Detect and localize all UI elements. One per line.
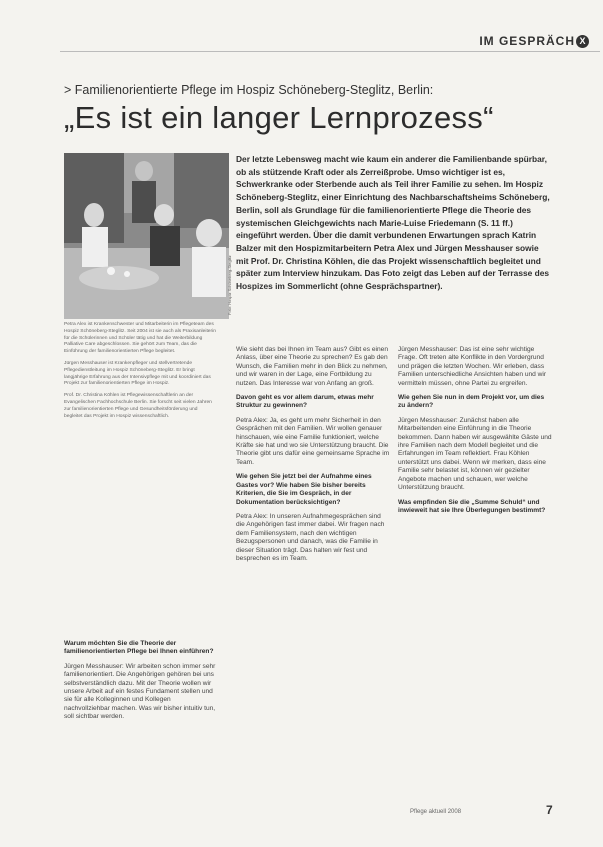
interview-question: Wie gehen Sie nun in dem Projekt vor, um dies zu ändern?	[398, 394, 545, 410]
interview-answer: Petra Alex: Ja, es geht um mehr Sicherheit in den Gesprächen mit den Familien. Wir wollen genauer hinschauen, wie eine Familie funktioniert, welche Kräfte sie hat und wo sie Unterstützung braucht. Die Theorie gibt uns dafür eine gemeinsame Sprache im Team.	[236, 416, 390, 466]
interview-column-right	[398, 346, 552, 521]
article-headline: „Es ist ein langer Lernprozess“	[64, 100, 494, 135]
interview-answer: Wie sieht das bei Ihnen im Team aus? Gibt es einen Anlass, über eine Theorie zu sprechen? Es gab den Wunsch, die Familien mehr in den Blick zu nehmen, und wir waren in der Lage, eine Fortbildung zu nutzen. Das Interesse war von Anfang an groß.	[236, 346, 388, 387]
photo-credit: Foto: Hospiz Schöneberg-Steglitz	[227, 255, 232, 315]
interview-column-middle	[236, 346, 390, 569]
article-kicker: > Familienorientierte Pflege im Hospiz Schöneberg-Steglitz, Berlin:	[64, 83, 434, 97]
article-intro: Der letzte Lebensweg macht wie kaum ein anderer die Familienbande spürbar, ob als stützende Kraft oder als Zerreißprobe. Umso wichtiger ist es, Schwerkranke oder Sterbende auch als Teil ihrer Familie zu sehen. Im Hospiz Schöneberg-Steglitz, einer Einrichtung des Nachbarschaftsheims Schöneberg, Berlin, soll als Grundlage für die familienorientierte Pflege die Theorie des systemischen Gleichgewichts nach Marie-Luise Friedemann (S. 11 ff.) eingeführt werden. Über die damit verbundenen Erwartungen sprach Katrin Balzer mit den Hospizmitarbeitern Petra Alex und Jürgen Messhauser sowie mit Prof. Dr. Christina Köhlen, die das Projekt wissenschaftlich begleitet und später zum Interview hinzukam. Das Foto zeigt das Leben auf der Terrasse des Hospizes im Sommerlicht (ohne Gesprächspartner).	[236, 154, 550, 292]
interview-answer: Jürgen Messhauser: Wir arbeiten schon immer sehr familienorientiert. Die Angehörigen gehören bei uns selbstverständlich dazu. Mit der Theorie wollen wir unsere Arbeit auf ein festes Fundament stellen und sie für alle Kolleginnen und Kollegen nachvollziehbar machen. Was wir bisher intuitiv tun, soll sichtbar werden.	[64, 662, 216, 721]
interview-question: Davon geht es vor allem darum, etwas mehr Struktur zu gewinnen?	[236, 394, 374, 410]
interview-column-left	[64, 640, 218, 728]
interview-question: Warum möchten Sie die Theorie der familienorientierten Pflege bei Ihnen einführen?	[64, 640, 214, 656]
sidebar-bios	[64, 322, 217, 425]
bio-christina-koehlen: Prof. Dr. Christina Köhlen ist Pflegewissenschaftlerin an der Evangelischen Fachhochschule Berlin. Sie forscht seit vielen Jahren zur familienorientierten Pflege und Gesundheitsförderung und begleitet das Projekt im Hospiz wissenschaftlich.	[64, 393, 212, 419]
interview-answer: Jürgen Messhauser: Das ist eine sehr wichtige Frage. Oft treten alte Konflikte in den Vordergrund und prägen die letzten Wochen. Wir erleben, dass Familien unterschiedliche Ansichten haben und wir vermitteln müssen, ohne Partei zu ergreifen.	[398, 346, 547, 387]
interview-question: Wie gehen Sie jetzt bei der Aufnahme eines Gastes vor? Wie haben Sie bisher bereits Kriterien, die Sie im Gespräch, in der Dokumentation berücksichtigen?	[236, 473, 372, 506]
interview-answer: Jürgen Messhauser: Zunächst haben alle Mitarbeitenden eine Einführung in die Theorie bekommen. Dann haben wir ausgewählte Gäste und ihre Familien nach dem Modell begleitet und die Erfahrungen im Team reflektiert. Frau Köhlen unterstützt uns dabei. Wenn wir merken, dass eine Familie sehr belastet ist, können wir gezielter Angebote machen und schauen, wer welche Unterstützung braucht.	[398, 416, 552, 492]
article-photo	[64, 153, 229, 319]
bio-juergen-messhauser: Jürgen Messhauser ist Krankenpfleger und stellvertretende Pflegedienstleitung im Hospiz Schöneberg-Steglitz. Er bringt langjährige Erfahrung aus der Intensivpflege mit und koordiniert das Projekt zur familienorientierten Pflege im Hospiz.	[64, 360, 211, 387]
page-number: 7	[546, 803, 553, 817]
interview-question: Was empfinden Sie die „Summe Schuld“ und inwieweit hat sie Ihre Überlegungen bestimmt?	[398, 498, 546, 514]
bio-petra-alex: Petra Alex ist Krankenschwester und Mitarbeiterin im Pflegeteam des Hospiz Schöneberg-Steglitz. Seit 2004 ist sie auch als Praxisanleiterin für die Schülerinnen und Schüler tätig und hat die Weiterbildung Palliative Care abgeschlossen. Sie gehört zum Team, das die Einführung der familienorientierten Pflege begleitet.	[64, 322, 216, 355]
interview-answer: Petra Alex: In unseren Aufnahmegesprächen sind die Angehörigen fast immer dabei. Wir fragen nach dem Familiensystem, nach den wichtigen Bezugspersonen und danach, was die Familie in dieser Situation trägt. Das halten wir fest und besprechen es im Team.	[236, 512, 385, 562]
section-marker-icon: X	[576, 35, 589, 48]
terrace-photo-illustration	[64, 153, 229, 319]
section-label: IM GESPRÄCH	[479, 34, 575, 48]
journal-footer: Pflege aktuell 2008	[410, 809, 462, 815]
